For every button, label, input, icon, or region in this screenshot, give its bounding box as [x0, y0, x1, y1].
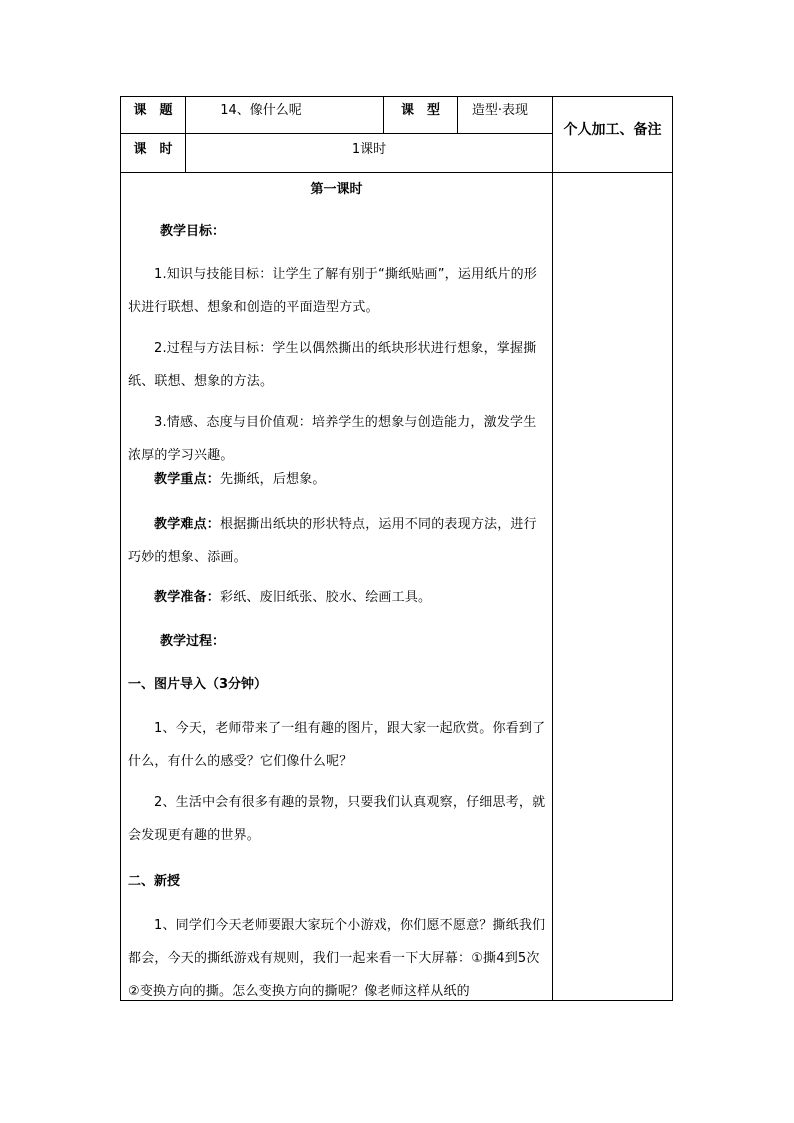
preparation-text: 彩纸、废旧纸张、胶水、绘画工具。: [220, 590, 432, 605]
objective-1: 1.知识与技能目标：让学生了解有别于“撕纸贴画”，运用纸片的形状进行联想、想象和创造的平面造型方式。: [128, 267, 538, 315]
objective-2: 2.过程与方法目标：学生以偶然撕出的纸块形状进行想象，掌握撕纸、联想、想象的方法。: [128, 341, 537, 389]
table-row-divider-2: [120, 172, 673, 173]
section-1-paragraph-1: 1、今天，老师带来了一组有趣的图片，跟大家一起欣赏。你看到了什么，有什么的感受？它们像什么呢？: [128, 721, 546, 769]
table-col-divider-notes: [552, 96, 553, 1001]
objective-3: 3.情感、态度与目价值观：培养学生的想象与创造能力，激发学生浓厚的学习兴趣。: [128, 415, 537, 463]
notes-column-label: 个人加工、备注: [563, 122, 662, 138]
lesson-title: 第一课时: [310, 182, 363, 197]
section-1-paragraph-2: 2、生活中会有很多有趣的景物，只要我们认真观察，仔细思考，就会发现更有趣的世界。: [128, 795, 546, 843]
table-border-right: [672, 96, 673, 1001]
preparation: [128, 581, 548, 614]
topic-label: 课 题: [133, 103, 173, 118]
objectives-heading: 教学目标：: [160, 224, 226, 239]
difficulty-text: 根据撕出纸块的形状特点，运用不同的表现方法，进行巧妙的想象、添画。: [128, 517, 537, 565]
section-1-heading: 一、图片导入（3分钟）: [128, 677, 268, 692]
section-2-heading: 二、新授: [128, 874, 181, 889]
key-point-label: 教学重点：: [154, 472, 221, 487]
difficulty-label: 教学难点：: [154, 517, 221, 532]
type-value: 造型·表现: [471, 103, 529, 118]
difficulty: [128, 508, 548, 574]
table-border-left: [120, 96, 121, 1001]
key-point-text: 先撕纸，后想象。: [220, 472, 326, 487]
period-label: 课 时: [133, 142, 173, 157]
topic-value: 14、像什么呢: [220, 103, 302, 118]
type-label: 课 型: [400, 103, 440, 118]
key-point: [128, 463, 548, 496]
table-border-top: [120, 96, 673, 97]
section-2-paragraph-1: 1、同学们今天老师要跟大家玩个小游戏，你们愿不愿意？撕纸我们都会，今天的撕纸游戏有规则，我们一起来看一下大屏幕：①撕4到5次 ②变换方向的撕。怎么变换方向的撕呢？像老师这样从纸的: [128, 918, 546, 999]
process-heading: 教学过程：: [160, 634, 226, 649]
period-value: 1课时: [351, 142, 387, 157]
preparation-label: 教学准备：: [154, 590, 221, 605]
table-border-bottom: [120, 1000, 673, 1001]
